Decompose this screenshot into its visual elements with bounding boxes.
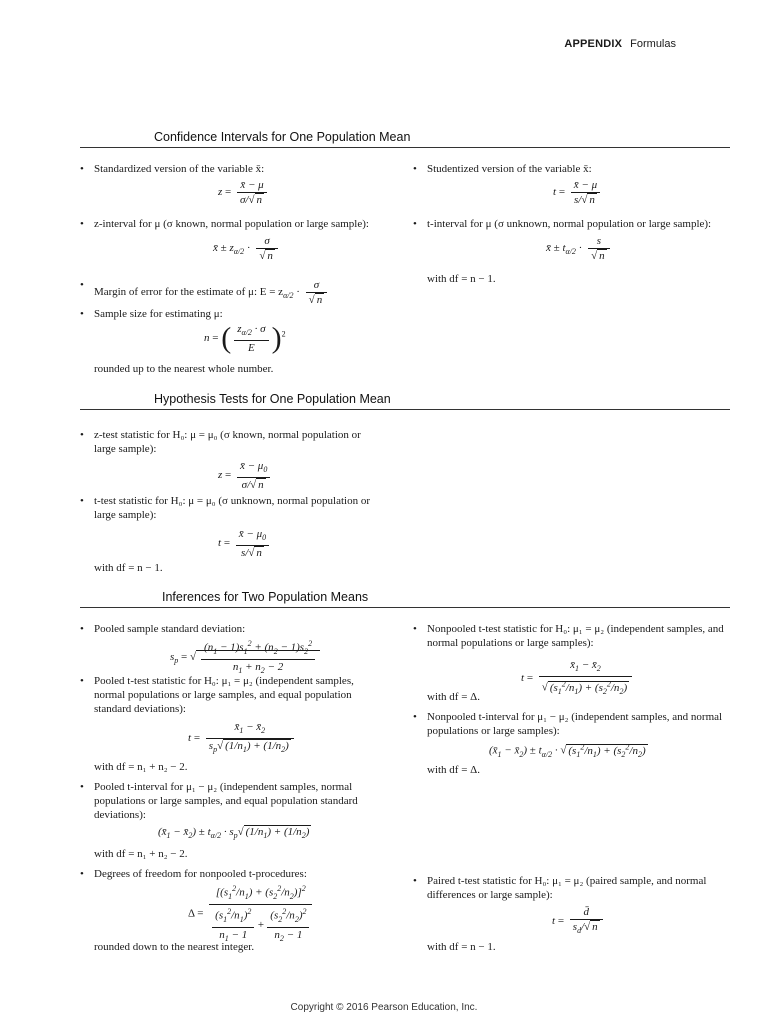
bullet-text: Nonpooled t-interval for μ₁ − μ₂ (independent samples, and normal populations or large samples): [427, 711, 723, 737]
formula-z-interval: x̄ ± $z_{\alpha/2}$ · $\frac{\sigma}{√ n}$ [213, 234, 281, 263]
bullet-studentized: • Studentized version of the variable x̄: [413, 163, 592, 175]
section-rule [80, 147, 730, 148]
bullet-text: Pooled t-test statistic for H₀: μ₁ = μ₂ (independent samples, normal populations or large samples, and equal population standard deviations): [94, 675, 354, 715]
bullet-pooled-t: • Pooled t-test statistic for H₀: μ₁ = μ₂ (independent samples, normal populations or large samples, and equal population standard deviations): [80, 675, 354, 715]
bullet-text: z-test statistic for H₀: μ = μ₀ (σ known, normal population or large sample): [94, 429, 361, 455]
bullet-z-interval: • z-interval for μ (σ known, normal population or large sample): [80, 218, 369, 230]
bullet-text: Pooled t-interval for μ₁ − μ₂ (independent samples, normal populations or large samples, and equal population standard deviations): [94, 781, 358, 821]
formula-z-test: z = $\frac{x̄ - \mu_0}{\sigma/√ n}$ [218, 459, 273, 492]
bullet-paired-t: • Paired t-test statistic for H₀: μ₁ = μ₂ (paired sample, and normal differences or large sample): [413, 875, 707, 901]
rounded-down-note: rounded down to the nearest integer. [94, 941, 255, 953]
bullet-dof-nonpooled: • Degrees of freedom for nonpooled t-procedures: [80, 868, 307, 880]
bullet-sample-size: • Sample size for estimating μ: [80, 308, 223, 320]
bullet-nonpooled-interval: • Nonpooled t-interval for μ₁ − μ₂ (independent samples, and normal populations or large samples): [413, 711, 723, 737]
df-pooled-interval: with df = n₁ + n₂ − 2. [94, 848, 188, 860]
formula-pooled-t: t = $\frac{x̄_1 - x̄_2}{s_p√ (1/n_1) + (1/n_2)}$ [188, 720, 297, 757]
bullet-text: Paired t-test statistic for H₀: μ₁ = μ₂ (paired sample, and normal differences or large sample): [427, 875, 707, 901]
formula-pooled-sd: $s_p$ = √ $\frac{(n_1 - 1)s_1^2 + (n_2 - 1)s_2^2}{n_1 + n_2 - 2}$ [170, 637, 320, 678]
bullet-standardized: • Standardized version of the variable x̄: [80, 163, 265, 175]
bullet-text: Sample size for estimating μ: [94, 308, 223, 320]
df-t-test: with df = n − 1. [94, 562, 163, 574]
df-paired: with df = n − 1. [427, 941, 496, 953]
bullet-text: t-test statistic for H₀: μ = μ₀ (σ unknown, normal population or large sample): [94, 495, 371, 521]
bullet-text: t-interval for μ (σ unknown, normal population or large sample): [427, 218, 712, 230]
appendix-label: APPENDIX [564, 38, 623, 50]
rounded-up-note: rounded up to the nearest whole number. [94, 363, 274, 375]
appendix-section: Formulas [630, 38, 676, 50]
bullet-pooled-interval: • Pooled t-interval for μ₁ − μ₂ (independent samples, normal populations or large samples, and equal population standard deviations): [80, 781, 358, 821]
formula-pooled-interval: ($x̄_1$ − $x̄_2) \pm t_{\alpha/2} \cdot s_p√$ $(1/n_1) + (1/n_2)$ [158, 826, 310, 841]
section-title-ht: Hypothesis Tests for One Population Mean [154, 392, 391, 406]
df-nonpooled-t: with df = Δ. [427, 691, 480, 703]
bullet-t-test: • t-test statistic for H₀: μ = μ₀ (σ unknown, normal population or large sample): [80, 495, 371, 521]
formula-delta: Δ = $[(s_1^2/n_1) + (s_2^2/n_2)]^2$ $\frac{(s_1^2/n_1)^2}{n_1 - 1}$ + $\frac{(s_2^2/n_2)^2}{n_2 - 1}$ [188, 882, 315, 946]
bullet-text: z-interval for μ (σ known, normal population or large sample): [94, 218, 369, 230]
section-rule [80, 409, 730, 410]
bullet-text: Nonpooled t-test statistic for H₀: μ₁ = μ₂ (independent samples, and normal populations or large samples): [427, 623, 724, 649]
bullet-pooled-sd: • Pooled sample standard deviation: [80, 623, 246, 635]
bullet-text: Studentized version of the variable x̄: [427, 163, 592, 175]
bullet-text: Standardized version of the variable x̄: [94, 163, 265, 175]
bullet-nonpooled-t: • Nonpooled t-test statistic for H₀: μ₁ = μ₂ (independent samples, and normal populations or large samples): [413, 623, 724, 649]
formula-nonpooled-t: t = $\frac{x̄_1 - x̄_2}{√ (s_1^2/n_1) + (s_2^2/n_2)}$ [521, 658, 635, 699]
df-nonpooled-interval: with df = Δ. [427, 764, 480, 776]
formula-z-standardized: z = $\frac{x̄ - \mu}{\sigma/√ n}$ [218, 178, 270, 207]
section-title-ci: Confidence Intervals for One Population Mean [154, 130, 411, 144]
copyright-footer: Copyright © 2016 Pearson Education, Inc. [290, 1002, 478, 1013]
formula-sample-size: n = ( $\frac{z_{\alpha/2} \cdot \sigma}{E}$ )$^2$ [204, 321, 286, 355]
df-t-interval: with df = n − 1. [427, 273, 496, 285]
bullet-text: Degrees of freedom for nonpooled t-procedures: [94, 868, 307, 880]
df-pooled: with df = n₁ + n₂ − 2. [94, 761, 188, 773]
page-header [564, 38, 676, 50]
bullet-text: Pooled sample standard deviation: [94, 623, 246, 635]
formula-paired-t: t = $\frac{d̄}{s_d/√ n}$ [552, 905, 606, 938]
bullet-text: Margin of error for the estimate of μ: E = z [94, 286, 284, 299]
formula-t-test: t = $\frac{x̄ - \mu_0}{s/√ n}$ [218, 527, 272, 560]
section-rule [80, 607, 730, 608]
bullet-z-test: • z-test statistic for H₀: μ = μ₀ (σ known, normal population or large sample): [80, 429, 361, 455]
bullet-margin: • Margin of error for the estimate of μ: $E = z_{\alpha/2}$ · $\frac{\sigma}{√ n}$ [80, 278, 380, 307]
section-title-two: Inferences for Two Population Means [162, 590, 369, 604]
formula-nonpooled-interval: ($x̄_1$ − $x̄_2) \pm t_{\alpha/2}$ · √ $(s_1^2/n_1) + (s_2^2/n_2)$ [489, 742, 646, 759]
bullet-t-interval: • t-interval for μ (σ unknown, normal population or large sample): [413, 218, 712, 230]
formula-t-studentized: t = $\frac{x̄ - \mu}{s/√ n}$ [553, 178, 603, 207]
formula-t-interval: x̄ ± $t_{\alpha/2}$ · $\frac{s}{√ n}$ [546, 234, 613, 263]
